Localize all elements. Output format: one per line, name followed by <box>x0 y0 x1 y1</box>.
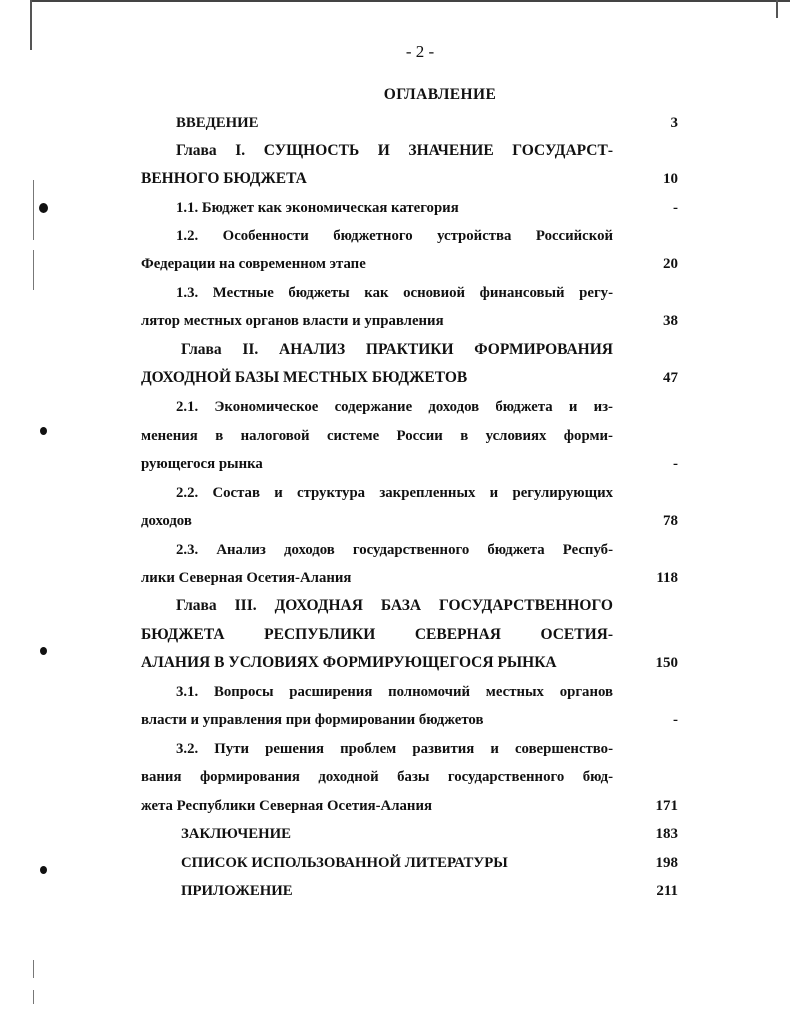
toc-page-conclusion: 183 <box>655 826 678 842</box>
toc-page-section-1-3: 38 <box>663 313 678 329</box>
toc-entry-intro: ВВЕДЕНИЕ <box>176 115 259 131</box>
toc-entry-section-2-1-cont: менения в налоговой системе России в условиях форми- <box>141 428 613 444</box>
toc-entry-section-1-2-cont: Федерации на современном этапе <box>141 256 366 272</box>
page-title: ОГЛАВЛЕНИЕ <box>383 86 497 103</box>
toc-page-section-1-1: - <box>673 200 678 216</box>
punch-hole-dot <box>40 647 47 655</box>
toc-page-section-2-2: 78 <box>663 513 678 529</box>
toc-entry-section-3-1: 3.1. Вопросы расширения полномочий местных органов <box>176 684 613 700</box>
toc-page-section-2-1: - <box>673 456 678 472</box>
toc-page-section-3-1: - <box>673 712 678 728</box>
toc-entry-section-2-1: 2.1. Экономическое содержание доходов бюджета и из- <box>176 399 613 415</box>
toc-entry-section-3-2-cont: вания формирования доходной базы государственного бюд- <box>141 769 613 785</box>
toc-page-appendix: 211 <box>656 883 678 899</box>
toc-page-chapter-3: 150 <box>655 655 678 671</box>
scan-margin-mark <box>33 990 34 1004</box>
toc-entry-section-1-3: 1.3. Местные бюджеты как основиой финансовый регу- <box>176 285 613 301</box>
toc-entry-section-3-2: 3.2. Пути решения проблем развития и совершенство- <box>176 741 613 757</box>
toc-entry-section-2-3: 2.3. Анализ доходов государственного бюджета Респуб- <box>176 542 613 558</box>
toc-entry-section-2-2: 2.2. Состав и структура закрепленных и регулирующих <box>176 485 613 501</box>
scan-edge-right-mark <box>776 0 778 18</box>
toc-page-chapter-1: 10 <box>663 171 678 187</box>
toc-entry-section-2-3-cont: лики Северная Осетия-Алания <box>141 570 352 586</box>
toc-entry-chapter-3: Глава III. ДОХОДНАЯ БАЗА ГОСУДАРСТВЕННОГО <box>176 597 613 614</box>
punch-hole-dot <box>39 203 48 213</box>
toc-entry-section-1-1: 1.1. Бюджет как экономическая категория <box>176 200 459 216</box>
toc-entry-chapter-1-cont: ВЕННОГО БЮДЖЕТА <box>141 170 307 187</box>
toc-page-references: 198 <box>655 855 678 871</box>
toc-page-section-2-3: 118 <box>656 570 678 586</box>
toc-entry-section-3-2-cont2: жета Республики Северная Осетия-Алания <box>141 798 432 814</box>
toc-entry-section-2-1-cont2: рующегося рынка <box>141 456 263 472</box>
toc-entry-section-1-3-cont: лятор местных органов власти и управления <box>141 313 444 329</box>
toc-page-intro: 3 <box>670 115 678 131</box>
toc-page-section-1-2: 20 <box>663 256 678 272</box>
toc-page-section-3-2: 171 <box>655 798 678 814</box>
toc-entry-chapter-2: Глава II. АНАЛИЗ ПРАКТИКИ ФОРМИРОВАНИЯ <box>181 341 613 358</box>
scan-edge-top <box>30 0 790 2</box>
scan-margin-mark <box>33 250 34 290</box>
toc-entry-section-3-1-cont: власти и управления при формировании бюджетов <box>141 712 484 728</box>
toc-page-chapter-2: 47 <box>663 370 678 386</box>
toc-entry-section-1-2: 1.2. Особенности бюджетного устройства Российской <box>176 228 613 244</box>
toc-entry-conclusion: ЗАКЛЮЧЕНИЕ <box>181 826 291 842</box>
toc-entry-chapter-2-cont: ДОХОДНОЙ БАЗЫ МЕСТНЫХ БЮДЖЕТОВ <box>141 369 468 386</box>
scan-margin-mark <box>33 960 34 978</box>
toc-entry-chapter-3-cont: БЮДЖЕТА РЕСПУБЛИКИ СЕВЕРНАЯ ОСЕТИЯ- <box>141 626 613 643</box>
toc-entry-chapter-3-cont2: АЛАНИЯ В УСЛОВИЯХ ФОРМИРУЮЩЕГОСЯ РЫНКА <box>141 654 557 671</box>
page-number: - 2 - <box>405 42 435 61</box>
scan-margin-mark <box>33 180 34 240</box>
toc-entry-references: СПИСОК ИСПОЛЬЗОВАННОЙ ЛИТЕРАТУРЫ <box>181 855 508 871</box>
toc-entry-chapter-1: Глава I. СУЩНОСТЬ И ЗНАЧЕНИЕ ГОСУДАРСТ- <box>176 142 613 159</box>
punch-hole-dot <box>40 427 47 435</box>
punch-hole-dot <box>40 866 47 874</box>
toc-entry-appendix: ПРИЛОЖЕНИЕ <box>181 883 293 899</box>
toc-entry-section-2-2-cont: доходов <box>141 513 192 529</box>
